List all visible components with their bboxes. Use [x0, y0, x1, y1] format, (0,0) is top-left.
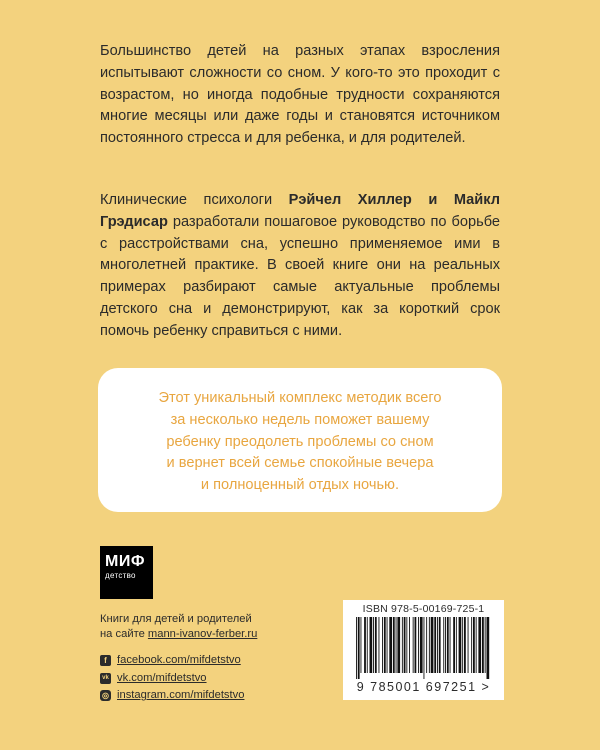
barcode-bar	[484, 617, 485, 673]
barcode-bar	[401, 617, 402, 673]
highlight-box	[98, 368, 502, 512]
barcode-bars	[354, 617, 494, 679]
barcode-bar	[437, 617, 438, 673]
barcode-bar	[475, 617, 476, 673]
publisher-info	[100, 612, 257, 642]
publisher-site-link[interactable]: mann-ivanov-ferber.ru	[147, 628, 258, 640]
paragraph-2-rest: разработали пошаговое руководство по борьбе с расстройствами сна, успешно применяемое ими в многолетней практике. В своей книге они на реальных примерах разбирают самые актуальные проблемы детского сна и демонстрируют, как за короткий срок помочь ребенку справиться с ними.	[100, 213, 500, 339]
barcode-bar	[397, 617, 400, 673]
barcode-bar	[369, 617, 372, 673]
description-paragraph-2	[100, 190, 500, 343]
barcode-bar	[482, 617, 484, 673]
authors-names: Рэйчел Хиллер и Майкл Грэдисар	[100, 192, 500, 230]
instagram-icon: ◎	[100, 690, 111, 701]
barcode-bar	[462, 617, 463, 673]
barcode-bar	[453, 617, 455, 673]
social-row-vk[interactable]	[100, 670, 244, 688]
barcode-bar	[412, 617, 413, 673]
barcode-bar	[403, 617, 405, 673]
barcode-bar	[389, 617, 392, 673]
vk-link[interactable]: vk.com/mifdetstvo	[117, 671, 207, 684]
logo-main-text: МИФ	[105, 553, 145, 570]
barcode-number: 9 785001 697251 >	[356, 680, 491, 694]
barcode-bar	[449, 617, 450, 673]
barcode-bar	[395, 617, 396, 673]
social-links	[100, 652, 244, 705]
description-paragraph-1: Большинство детей на разных этапах взросления испытывают сложности со сном. У кого-то это проходит с возрастом, но иногда подобные трудности сохраняются многие месяцы или даже годы и становятся источником постоянного стресса и для ребенка, и для родителей.	[100, 43, 500, 147]
barcode-bar	[357, 617, 359, 679]
paragraph-2-lead: Клинические психологи	[100, 192, 273, 208]
publisher-logo	[100, 546, 153, 599]
barcode-bar	[378, 617, 379, 673]
barcode-bar	[438, 617, 440, 673]
barcode-bar	[426, 617, 427, 673]
barcode-bar	[473, 617, 475, 673]
barcode-bar	[414, 617, 416, 673]
highlight-line: и полноценный отдых ночью.	[200, 477, 400, 494]
logo-sub-text: детство	[105, 571, 136, 580]
barcode-bar	[366, 617, 367, 673]
publisher-info-line1: Книги для детей и родителей	[100, 613, 252, 625]
publisher-info-line2	[100, 627, 257, 642]
barcode-bar	[382, 617, 383, 673]
barcode-bar	[374, 617, 376, 673]
barcode-bar	[409, 617, 410, 673]
social-row-instagram[interactable]	[100, 687, 244, 705]
barcode-bar	[356, 617, 357, 679]
barcode-bar	[364, 617, 366, 673]
highlight-line: Этот уникальный комплекс методик всего	[158, 390, 442, 406]
barcode-bar	[434, 617, 436, 673]
barcode-bar	[486, 617, 489, 679]
social-row-facebook[interactable]	[100, 652, 244, 670]
barcode-bar	[443, 617, 444, 673]
barcode-bar	[392, 617, 394, 673]
barcode-bar	[373, 617, 374, 673]
barcode-bar	[386, 617, 387, 673]
barcode-bar	[445, 617, 446, 673]
barcode-bar	[360, 617, 361, 673]
barcode-bar	[464, 617, 466, 673]
barcode-bar	[419, 617, 422, 673]
barcode-bar	[423, 617, 424, 679]
vk-icon: vk	[100, 673, 111, 684]
barcode-bar	[478, 617, 481, 673]
instagram-link[interactable]: instagram.com/mifdetstvo	[117, 689, 245, 702]
highlight-line: и вернет всей семье спокойные вечера	[166, 455, 434, 472]
barcode-box	[343, 600, 504, 700]
barcode-bar	[418, 617, 419, 673]
highlight-line: ребенку преодолеть проблемы со сном	[166, 433, 434, 450]
highlight-line: за несколько недель поможет вашему	[170, 411, 430, 428]
barcode-bar	[430, 617, 433, 673]
isbn-text: ISBN 978-5-00169-725-1	[362, 603, 485, 615]
barcode-bar	[383, 617, 385, 673]
barcode-bar	[406, 617, 407, 673]
barcode-bar	[471, 617, 472, 673]
barcode-bar	[455, 617, 456, 673]
site-prefix: на сайте	[100, 628, 145, 640]
barcode-bar	[428, 617, 429, 673]
barcode-bar	[458, 617, 461, 673]
facebook-icon: f	[100, 655, 111, 666]
facebook-link[interactable]: facebook.com/mifdetstvo	[117, 654, 241, 667]
barcode-bar	[467, 617, 468, 673]
barcode-bar	[446, 617, 448, 673]
